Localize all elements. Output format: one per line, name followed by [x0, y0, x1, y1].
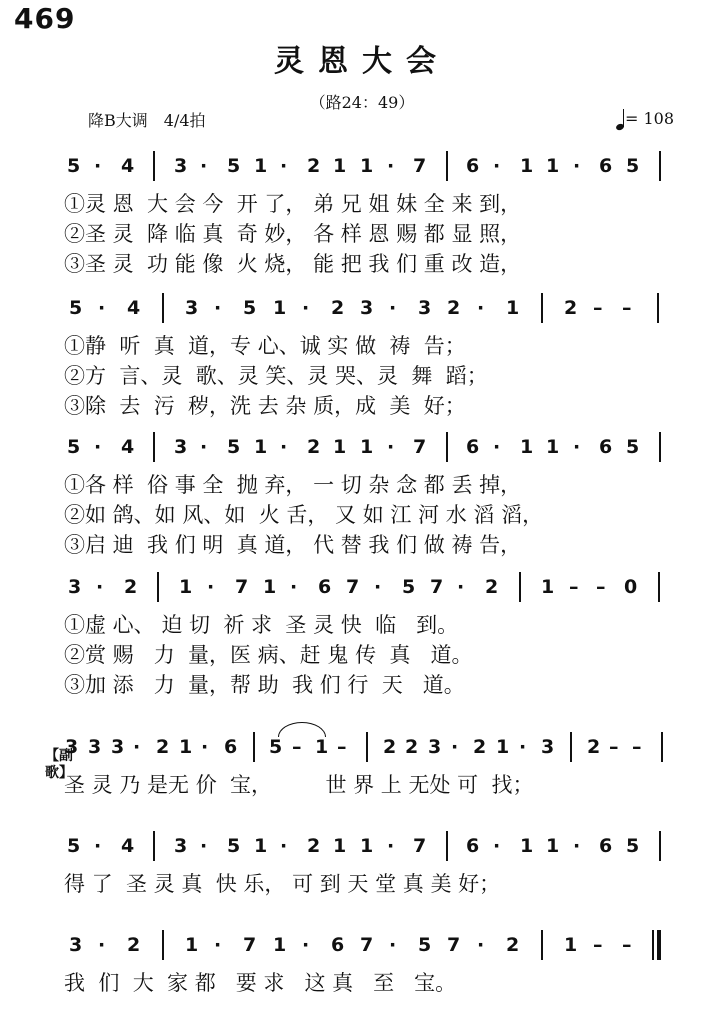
dot-mark: · [573, 436, 581, 458]
lyric-2-3: ③除 去 污 秽，洗 去 杂 质，成 美 好； [64, 394, 466, 418]
bar-line [366, 732, 368, 762]
note-digit: 3 [174, 835, 188, 857]
note-digit: 6 [599, 835, 613, 857]
lyric-3-3: ③启 迪 我 们 明 真 道， 代 替 我 们 做 祷 告， [64, 533, 522, 557]
dot-mark: · [200, 436, 208, 458]
note-digit: 5 [626, 155, 640, 177]
dot-mark: · [387, 436, 395, 458]
dash-mark: – [593, 934, 603, 956]
note-digit: 4 [121, 155, 135, 177]
bar-line [162, 293, 164, 323]
dot-mark: · [280, 155, 288, 177]
note-digit: 6 [599, 155, 613, 177]
bar-line [162, 930, 164, 960]
note-digit: 1 [546, 155, 560, 177]
note-digit: 0 [624, 576, 638, 598]
note-digit: 4 [121, 436, 135, 458]
note-digit: 7 [413, 436, 427, 458]
note-digit: 6 [331, 934, 345, 956]
lyric-1-1: ①灵 恩 大 会 今 开 了， 弟 兄 姐 妹 全 来 到， [64, 192, 522, 216]
bar-line [153, 151, 155, 181]
bar-line [570, 732, 572, 762]
note-digit: 6 [466, 155, 480, 177]
bar-line [541, 930, 543, 960]
final-bar-line [657, 930, 661, 960]
note-digit: 3 [418, 297, 432, 319]
slur-mark [278, 722, 326, 737]
dot-mark: · [302, 297, 310, 319]
note-digit: 6 [466, 835, 480, 857]
dash-mark: – [596, 576, 606, 598]
dot-mark: · [94, 436, 102, 458]
note-digit: 7 [413, 835, 427, 857]
bar-line [541, 293, 543, 323]
tempo-value: = 108 [625, 109, 675, 128]
note-digit: 5 [67, 436, 81, 458]
note-digit: 2 [587, 736, 601, 758]
dot-mark: · [457, 576, 465, 598]
note-digit: 5 [626, 436, 640, 458]
dot-mark: · [573, 835, 581, 857]
note-digit: 2 [473, 736, 487, 758]
note-digit: 2 [307, 835, 321, 857]
note-digit: 3 [428, 736, 442, 758]
note-digit: 1 [564, 934, 578, 956]
note-digit: 7 [243, 934, 257, 956]
bar-line [153, 432, 155, 462]
note-digit: 5 [626, 835, 640, 857]
dot-mark: · [477, 934, 485, 956]
dot-mark: · [133, 736, 141, 758]
notation-line-4 [60, 576, 700, 606]
note-digit: 1 [360, 436, 374, 458]
bar-line [661, 732, 663, 762]
dot-mark: · [389, 934, 397, 956]
note-digit: 1 [541, 576, 555, 598]
note-digit: 6 [599, 436, 613, 458]
note-digit: 4 [127, 297, 141, 319]
note-digit: 5 [69, 297, 83, 319]
chorus-notation-1 [60, 736, 700, 766]
note-digit: 3 [360, 297, 374, 319]
note-digit: 1 [254, 436, 268, 458]
bar-line [519, 572, 521, 602]
tempo-marking [616, 108, 674, 130]
note-digit: 2 [564, 297, 578, 319]
dot-mark: · [207, 576, 215, 598]
note-digit: 1 [185, 934, 199, 956]
lyric-1-3: ③圣 灵 功 能 像 火 烧， 能 把 我 们 重 改 造， [64, 252, 522, 276]
quarter-note-icon [616, 108, 625, 130]
dot-mark: · [214, 934, 222, 956]
note-digit: 1 [506, 297, 520, 319]
note-digit: 1 [360, 155, 374, 177]
lyric-4-2: ②赏 赐 力 量，医 病、赶 鬼 传 真 道。 [64, 643, 473, 667]
dash-mark: – [337, 736, 347, 758]
dot-mark: · [200, 155, 208, 177]
note-digit: 2 [307, 436, 321, 458]
note-digit: 1 [546, 436, 560, 458]
hymn-number: 469 [14, 2, 76, 35]
dot-mark: · [201, 736, 209, 758]
dash-mark: – [609, 736, 619, 758]
note-digit: 1 [273, 934, 287, 956]
note-digit: 2 [383, 736, 397, 758]
dot-mark: · [493, 155, 501, 177]
note-digit: 5 [227, 155, 241, 177]
bar-line [446, 151, 448, 181]
note-digit: 1 [315, 736, 329, 758]
note-digit: 3 [69, 934, 83, 956]
note-digit: 1 [179, 736, 193, 758]
note-digit: 3 [68, 576, 82, 598]
dot-mark: · [387, 155, 395, 177]
note-digit: 5 [227, 436, 241, 458]
note-digit: 2 [124, 576, 138, 598]
bar-line [657, 293, 659, 323]
bar-line [659, 432, 661, 462]
bar-line [253, 732, 255, 762]
notation-line-2 [60, 297, 700, 327]
bar-line [446, 432, 448, 462]
note-digit: 1 [333, 155, 347, 177]
dot-mark: · [200, 835, 208, 857]
note-digit: 1 [520, 835, 534, 857]
note-digit: 1 [496, 736, 510, 758]
note-digit: 1 [520, 155, 534, 177]
note-digit: 1 [333, 436, 347, 458]
note-digit: 1 [179, 576, 193, 598]
lyric-3-1: ①各 样 俗 事 全 抛 弃， 一 切 杂 念 都 丢 掉， [64, 473, 522, 497]
dash-mark: – [622, 934, 632, 956]
note-digit: 2 [331, 297, 345, 319]
note-digit: 7 [413, 155, 427, 177]
dash-mark: – [622, 297, 632, 319]
note-digit: 5 [269, 736, 283, 758]
note-digit: 7 [430, 576, 444, 598]
note-digit: 5 [67, 155, 81, 177]
note-digit: 5 [227, 835, 241, 857]
note-digit: 7 [346, 576, 360, 598]
note-digit: 2 [307, 155, 321, 177]
note-digit: 3 [65, 736, 79, 758]
dot-mark: · [493, 436, 501, 458]
note-digit: 3 [88, 736, 102, 758]
final-bar-thin [652, 930, 654, 960]
note-digit: 7 [447, 934, 461, 956]
bar-line [659, 151, 661, 181]
note-digit: 4 [121, 835, 135, 857]
dot-mark: · [387, 835, 395, 857]
note-digit: 7 [360, 934, 374, 956]
note-digit: 6 [224, 736, 238, 758]
dot-mark: · [374, 576, 382, 598]
dash-mark: – [632, 736, 642, 758]
chorus-label: 【副歌】 [45, 748, 73, 781]
note-digit: 3 [174, 436, 188, 458]
dot-mark: · [98, 297, 106, 319]
chorus-notation-2 [60, 835, 700, 865]
note-digit: 2 [405, 736, 419, 758]
bar-line [659, 831, 661, 861]
dot-mark: · [96, 576, 104, 598]
dash-mark: – [593, 297, 603, 319]
key-signature: 降B大调 4/4拍 [88, 111, 206, 130]
note-digit: 5 [418, 934, 432, 956]
note-digit: 2 [485, 576, 499, 598]
note-digit: 2 [156, 736, 170, 758]
hymn-title: 灵恩大会 [274, 44, 450, 79]
scripture-reference: （路24：49） [309, 93, 415, 112]
chorus-lyric-1: 圣 灵 乃 是无 价 宝， 世 界 上 无处 可 找； [64, 773, 534, 797]
dot-mark: · [214, 297, 222, 319]
note-digit: 5 [67, 835, 81, 857]
bar-line [446, 831, 448, 861]
dash-mark: – [292, 736, 302, 758]
notation-line-1 [60, 155, 700, 185]
notation-line-3 [60, 436, 700, 466]
note-digit: 1 [360, 835, 374, 857]
lyric-2-2: ②方 言、灵 歌、灵 笑、灵 哭、灵 舞 蹈； [64, 364, 488, 388]
note-digit: 1 [254, 155, 268, 177]
note-digit: 1 [546, 835, 560, 857]
bar-line [153, 831, 155, 861]
dot-mark: · [302, 934, 310, 956]
dot-mark: · [280, 835, 288, 857]
dot-mark: · [280, 436, 288, 458]
bar-line [157, 572, 159, 602]
chorus-lyric-2: 得 了 圣 灵 真 快 乐， 可 到 天 堂 真 美 好； [64, 872, 501, 896]
lyric-3-2: ②如 鸽、如 风、如 火 舌， 又 如 江 河 水 滔 滔， [64, 503, 544, 527]
note-digit: 1 [263, 576, 277, 598]
chorus-lyric-3: 我 们 大 家 都 要 求 这 真 至 宝。 [64, 971, 457, 995]
dash-mark: – [569, 576, 579, 598]
note-digit: 1 [520, 436, 534, 458]
bar-line [658, 572, 660, 602]
note-digit: 6 [318, 576, 332, 598]
note-digit: 1 [273, 297, 287, 319]
note-digit: 2 [447, 297, 461, 319]
dot-mark: · [94, 835, 102, 857]
dot-mark: · [519, 736, 527, 758]
note-digit: 1 [333, 835, 347, 857]
lyric-4-1: ①虚 心、 迫 切 祈 求 圣 灵 快 临 到。 [64, 613, 459, 637]
note-digit: 1 [254, 835, 268, 857]
note-digit: 5 [402, 576, 416, 598]
dot-mark: · [573, 155, 581, 177]
dot-mark: · [477, 297, 485, 319]
note-digit: 3 [111, 736, 125, 758]
note-digit: 6 [466, 436, 480, 458]
chorus-notation-3 [60, 934, 700, 964]
dot-mark: · [94, 155, 102, 177]
note-digit: 3 [185, 297, 199, 319]
dot-mark: · [451, 736, 459, 758]
note-digit: 3 [541, 736, 555, 758]
lyric-2-1: ①静 听 真 道，专 心、诚 实 做 祷 告； [64, 334, 466, 358]
note-digit: 3 [174, 155, 188, 177]
note-digit: 5 [243, 297, 257, 319]
note-digit: 2 [127, 934, 141, 956]
dot-mark: · [389, 297, 397, 319]
lyric-4-3: ③加 添 力 量，帮 助 我 们 行 天 道。 [64, 673, 465, 697]
dot-mark: · [290, 576, 298, 598]
dot-mark: · [98, 934, 106, 956]
note-digit: 2 [506, 934, 520, 956]
lyric-1-2: ②圣 灵 降 临 真 奇 妙， 各 样 恩 赐 都 显 照， [64, 222, 522, 246]
dot-mark: · [493, 835, 501, 857]
note-digit: 7 [235, 576, 249, 598]
